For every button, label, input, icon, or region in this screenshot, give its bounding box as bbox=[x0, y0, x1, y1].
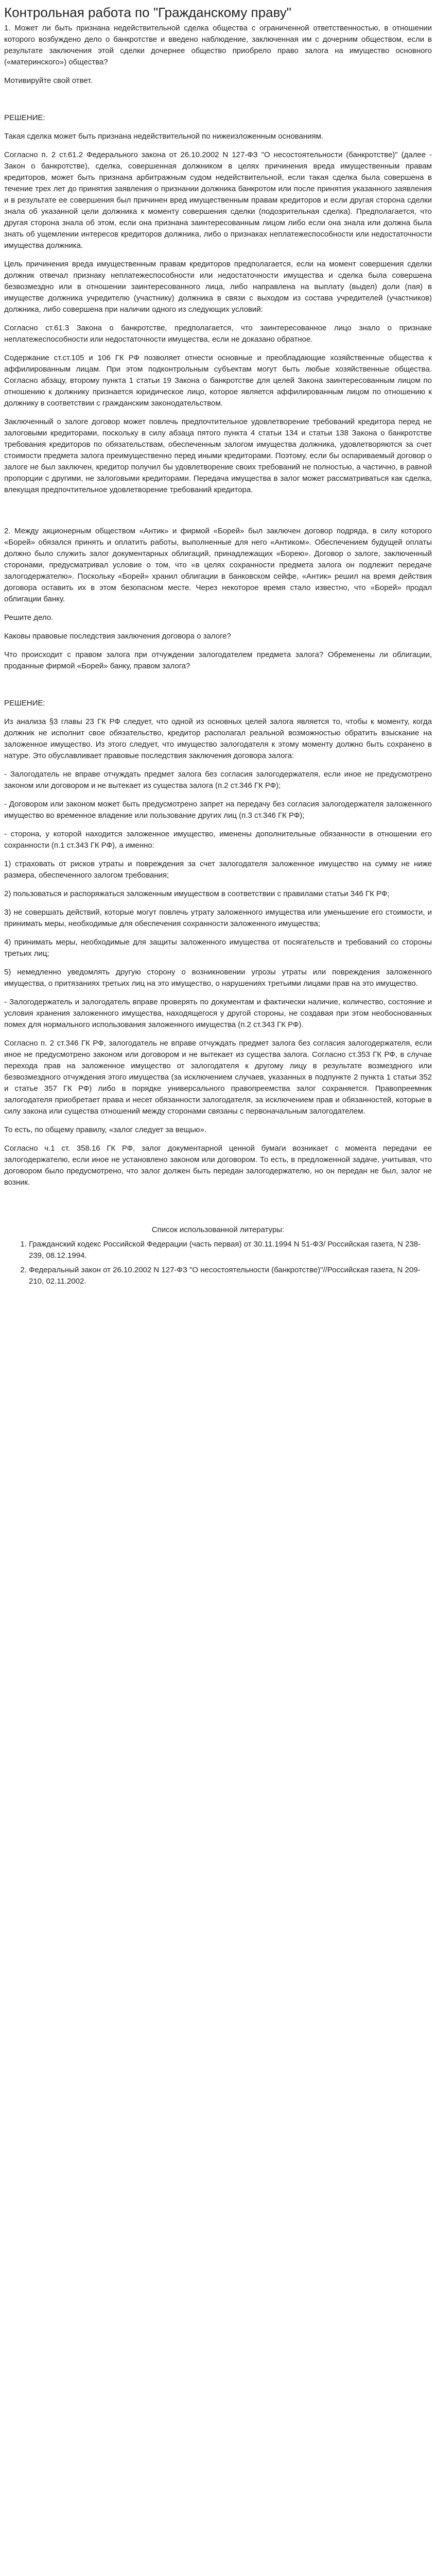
task2-question: 2. Между акционерным обществом «Антик» и фирмой «Борей» был заключен договор подряда, в силу которого «Борей» обязался принять и оплатить работы, выполненные для него «Антиком». Обеспечением будущей оплаты должно было служить залог документарных облигаций, принадлежащих «Борею». Договор о залоге, заключенный сторонами, предусматривал условие о том, что «в целях сохранности предмета залога он подлежит передаче залогодержателю». Поскольку «Борей» хранил облигации в банковском сейфе, «Антик» решил на время действия договора оставить их в этом безопасном месте. Через некоторое время стало известно, что «Борей» продал облигации банку. bbox=[4, 527, 432, 603]
task1-paragraph: Согласно п. 2 ст.61.2 Федерального закона от 26.10.2002 N 127-ФЗ "О несостоятельности (банкротстве)" (далее - Закон о банкротстве), сделка, совершенная должником в целях причинения вреда имущественным правам кредиторов, может быть признана арбитражным судом недействительной, если такая сделка была совершена в течение трех лет до принятия заявления о признании должника банкротом или после принятия указанного заявления и в результате ее совершения был причинен вред имущественным правам кредиторов и если другая сторона сделки знала об указанной цели должника к моменту совершения сделки (подозрительная сделка). Предполагается, что другая сторона знала об этом, если она признана заинтересованным лицом либо если она знала или должна была знать об ущемлении интересов кредиторов должника, либо о признаках неплатежеспособности или недостаточности имущества должника. bbox=[4, 150, 432, 250]
task2-paragraph: - сторона, у которой находится заложенное имущество, именены дополнительные обязанности в отношении его сохранности (п.1 ст.343 ГК РФ), а именно: bbox=[4, 830, 432, 850]
task2-paragraph: 2) пользоваться и распоряжаться заложенным имуществом в соответствии с правилами статьи 346 ГК РФ; bbox=[4, 889, 390, 898]
task1-paragraph: Содержание ст.ст.105 и 106 ГК РФ позволяет отнести основные и преобладающие хозяйственные общества к аффилированным лицам. При этом подконтрольным субъектам могут быть любые хозяйственные общества. Согласно абзацу, второму пункта 1 статьи 19 Закона о банкротстве для целей Закона заинтересованным лицом по отношению к должнику признается юридическое лицо, которое является аффилированным лицом по отношению к должнику в соответствии с гражданским законодательством. bbox=[4, 353, 432, 408]
task2-prompt: Каковы правовые последствия заключения договора о залоге? bbox=[4, 632, 231, 641]
task1-question: 1. Может ли быть признана недействительной сделка общества с ограниченной ответственностью, в отношении которого возбуждено дело о банкротстве и введено наблюдение, заключенная им с дочерним обществом, если в результате заключения этой сделки дочернее общество приобрело право залога на имущество основного («материнского») общества? bbox=[4, 24, 432, 66]
task2-prompt: Решите дело. bbox=[4, 613, 54, 622]
task2-decision-label: РЕШЕНИЕ: bbox=[4, 699, 45, 708]
task2-paragraph: 5) немедленно уведомлять другую сторону о возникновении угрозы утраты или повреждения заложенного имущества, о притязаниях третьих лиц на это имущество, о нарушениях третьими лицами прав на это имущество. bbox=[4, 968, 432, 988]
task1-decision-label: РЕШЕНИЕ: bbox=[4, 113, 45, 122]
task2-paragraph: 4) принимать меры, необходимые для защиты заложенного имущества от посягательств и требований со стороны третьих лиц; bbox=[4, 938, 432, 958]
literature-title: Список использованной литературы: bbox=[151, 1225, 285, 1234]
literature-item: 1. Гражданский кодекс Российской Федерации (часть первая) от 30.11.1994 N 51-ФЗ/ Российская газета, N 238-239, 08.12.1994. bbox=[29, 1239, 432, 1261]
task2-paragraph: - Залогодатель не вправе отчуждать предмет залога без согласия залогодержателя, если иное не предусмотрено законом или договором и не вытекает из существа залога (п.2 ст.346 ГК РФ); bbox=[4, 770, 432, 790]
literature-item: 2. Федеральный закон от 26.10.2002 N 127-ФЗ "О несостоятельности (банкротстве)"//Российская газета, N 209-210, 02.11.2002. bbox=[29, 1265, 432, 1287]
literature-list bbox=[4, 1239, 432, 1287]
task1-paragraph: Заключенный о залоге договор может повлечь предпочтительное удовлетворение требований кредитора перед не залоговыми кредиторами, поскольку в силу абзаца пятого пункта 4 статьи 134 и статьи 138 Закона о банкротстве требования кредиторов по обязательствам, обеспеченным залогом имущества должника, удовлетворяются за счет стоимости предмета залога преимущественно перед иными кредиторами. Поэтому, если бы оспариваемый договор о залоге не был заключен, кредитор получил бы удовлетворение своих требований не полностью, а частично, в равной пропорции с другими, не залоговыми кредиторами. Передача имущества в залог может рассматриваться как сделка, влекущая предпочтительное удовлетворение требований кредитора. bbox=[4, 417, 432, 494]
task1-paragraph: Такая сделка может быть признана недействительной по нижеизложенным основаниям. bbox=[4, 132, 324, 141]
task2-paragraph: Из анализа §3 главы 23 ГК РФ следует, что одной из основных целей залога является то, чтобы к моменту, когда должник не исполнит свое обязательство, кредитор располагал реальной возможностью обратить взыскание на заложенное имущество. Из этого следует, что имущество залогодателя к этому моменту должно быть сохранено в натуре. Это обуславливает правовые последствия заключения договора залога: bbox=[4, 717, 432, 760]
task2-paragraph: 3) не совершать действий, которые могут повлечь утрату заложенного имущества или уменьшение его стоимости, и принимать меры, необходимые для обеспечения сохранности заложенного имущества; bbox=[4, 908, 432, 928]
task1-paragraph: Цель причинения вреда имущественным правам кредиторов предполагается, если на момент совершения сделки должник отвечал признаку неплатежеспособности или недостаточности имущества и сделка была совершена безвозмездно или в отношении заинтересованного лица, либо направлена на выплату (выдел) доли (пая) в имуществе должника учредителю (участнику) должника в связи с выходом из состава учредителей (участников) должника, либо совершена при наличии одного из следующих условий: bbox=[4, 260, 432, 314]
task2-paragraph: То есть, по общему правилу, «залог следует за вещью». bbox=[4, 1125, 206, 1134]
document-title: Контрольная работа по "Гражданскому праву" bbox=[4, 5, 291, 20]
task2-paragraph: Согласно ч.1 ст. 358.16 ГК РФ, залог документарной ценной бумаги возникает с момента передачи ее залогодержателю, если иное не установлено законом или договором. То есть, в предложенной задаче, учитывая, что договором было предусмотрено, что залог должен быть передан залогодержателю, но он передан не был, залог не возник. bbox=[4, 1144, 432, 1187]
task1-instruction: Мотивируйте свой ответ. bbox=[4, 76, 93, 85]
task2-paragraph: - Договором или законом может быть предусмотрено запрет на передачу без согласия залогодержателя заложенного имущество во временное владение или пользование других лиц (п.3 ст.346 ГК РФ); bbox=[4, 800, 432, 820]
task2-paragraph: 1) страховать от рисков утраты и повреждения за счет залогодателя заложенное имущество на сумму не ниже размера, обеспеченного залогом требования; bbox=[4, 860, 432, 880]
task1-paragraph: Согласно ст.61.3 Закона о банкротстве, предполагается, что заинтересованное лицо знало о признаке неплатежеспособности или недостаточности имущества, если не доказано обратное. bbox=[4, 324, 432, 344]
task2-paragraph: Согласно п. 2 ст.346 ГК РФ, залогодатель не вправе отчуждать предмет залога без согласия залогодержателя, если иное не предусмотрено законом или договором и не вытекает из существа залога. Согласно ст.353 ГК РФ, в случае перехода прав на заложенное имущество от залогодателя к другому лицу в результате возмездного или безвозмездного отчуждения этого имущества (за исключением случаев, указанных в подпункте 2 пункта 1 статьи 352 и статье 357 ГК РФ) либо в порядке универсального правопреемства залог сохраняется. Правопреемник залогодателя приобретает права и несет обязанности залогодателя, за исключением прав и обязанностей, которые в силу закона или существа отношений между сторонами связаны с первоначальным залогодателем. bbox=[4, 1039, 432, 1116]
task2-paragraph: - Залогодержатель и залогодатель вправе проверять по документам и фактически наличие, количество, состояние и условия хранения заложенного имущества, находящегося у другой стороны, не создавая при этом необоснованных помех для нормального использования заложенного имущества (п.2 ст.343 ГК РФ). bbox=[4, 998, 432, 1029]
document-page bbox=[0, 0, 436, 1287]
task2-prompt: Что происходит с правом залога при отчуждении залогодателем предмета залога? Обременены ли облигации, проданные фирмой «Борей» банку, правом залога? bbox=[4, 650, 432, 670]
